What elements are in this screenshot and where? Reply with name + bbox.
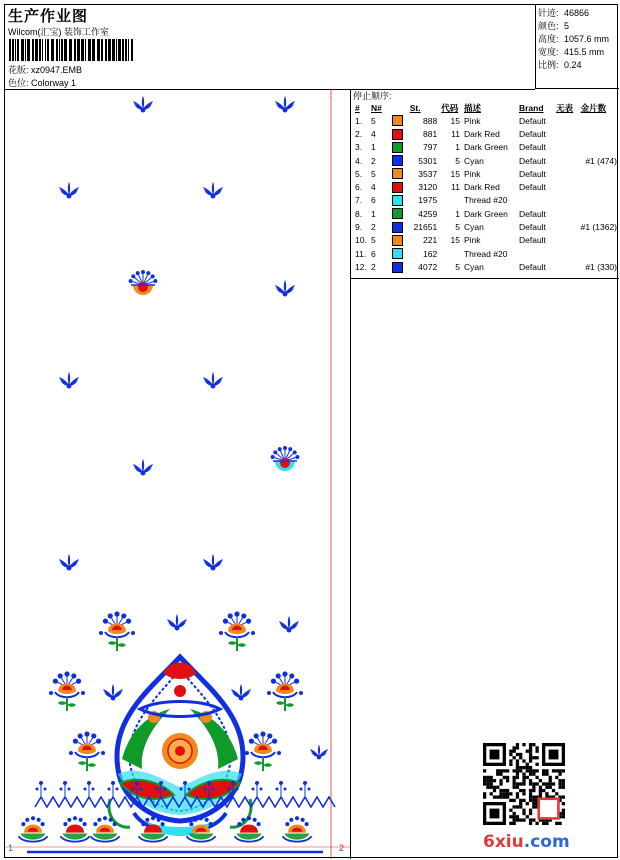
stem-flower-motif (49, 671, 85, 711)
row-needle: 4 (370, 182, 376, 193)
fan-flower-motif (271, 446, 300, 471)
row-swatch (390, 180, 408, 193)
row-stitches: 4259 (418, 208, 438, 219)
sprig-motif (59, 554, 79, 571)
row-code: 15 (450, 115, 460, 126)
row-notable (554, 180, 578, 193)
row-index: 5. (355, 168, 363, 179)
row-brand: Default (518, 222, 546, 233)
row-notable (554, 207, 578, 220)
border-flower-motif (235, 816, 264, 841)
border-flower-motif (61, 816, 90, 841)
color-swatch (392, 142, 403, 153)
row-index: 8. (355, 208, 363, 219)
row-description: Pink (463, 168, 481, 179)
sprig-motif (310, 745, 328, 760)
row-code: 15 (450, 235, 460, 246)
stop-sequence-table (353, 101, 619, 274)
row-description: Thread #20 (463, 248, 508, 259)
row-stitches: 888 (423, 115, 438, 126)
sprig-motif (203, 372, 223, 389)
col-header-stitches: St. (409, 102, 421, 113)
row-sequins: #1 (330) (585, 261, 617, 272)
border-flower-motif (283, 816, 312, 841)
marker-right: 2 (339, 843, 345, 853)
color-swatch (392, 208, 403, 219)
table-row-8 (353, 207, 619, 220)
stem-flower-motif (99, 611, 135, 651)
row-description: Dark Green (463, 142, 508, 153)
sprig-motif (231, 684, 251, 701)
row-index: 1. (355, 115, 363, 126)
table-row-1 (353, 114, 619, 127)
color-swatch (392, 222, 403, 233)
row-stitches: 221 (423, 235, 438, 246)
table-row-11 (353, 247, 619, 260)
row-brand: Default (518, 235, 546, 246)
table-row-10 (353, 234, 619, 247)
row-brand: Default (518, 182, 546, 193)
col-header-notable: 无表 (556, 102, 574, 113)
stat-height: 高度: 1057.6 mm (538, 34, 610, 44)
sprig-motif (133, 96, 153, 113)
qr-code (483, 743, 565, 825)
row-brand: Default (518, 261, 546, 272)
row-index: 10. (355, 235, 367, 246)
stop-sequence-title: 停止顺序: (353, 91, 392, 101)
row-index: 2. (355, 128, 363, 139)
row-swatch (390, 194, 408, 207)
col-header-swatch (390, 101, 408, 114)
row-brand: Default (518, 208, 546, 219)
color-swatch (392, 248, 403, 259)
row-needle: 1 (370, 142, 376, 153)
design-value: xz0947.EMB (31, 65, 83, 75)
row-sequins (579, 194, 619, 207)
row-index: 11. (355, 248, 367, 259)
row-swatch (390, 207, 408, 220)
stem-flower-motif (245, 731, 281, 771)
col-header-index: # (355, 102, 360, 113)
row-needle: 4 (370, 128, 376, 139)
row-swatch (390, 234, 408, 247)
table-row-12 (353, 260, 619, 273)
row-description: Cyan (463, 222, 484, 233)
row-stitches: 4072 (418, 261, 438, 272)
color-swatch (392, 182, 403, 193)
row-stitches: 162 (423, 248, 438, 259)
barcode (9, 39, 135, 61)
row-description: Pink (463, 235, 481, 246)
col-header-brand: Brand (518, 102, 544, 113)
row-stitches: 3120 (418, 182, 438, 193)
table-row-3 (353, 141, 619, 154)
stat-colors: 颜色: 5 (538, 21, 570, 31)
row-notable (554, 247, 578, 260)
col-header-sequins: 金片数 (580, 102, 607, 113)
row-needle: 5 (370, 168, 376, 179)
row-description: Cyan (463, 261, 484, 272)
row-needle: 5 (370, 115, 376, 126)
colorway (8, 76, 76, 89)
sprig-motif (275, 96, 295, 113)
row-swatch (390, 141, 408, 154)
row-brand: Default (518, 115, 546, 126)
table-row-2 (353, 127, 619, 140)
row-needle: 2 (370, 261, 376, 272)
row-needle: 6 (370, 195, 376, 206)
row-notable (554, 114, 578, 127)
marker-left: 1 (8, 843, 14, 853)
fan-flower-motif (129, 270, 158, 295)
row-brand: Default (518, 128, 546, 139)
design-label: 花版: (8, 65, 29, 75)
table-row-6 (353, 180, 619, 193)
guide-tick: : (329, 93, 331, 99)
sprig-motif (279, 616, 299, 633)
row-code: 1 (455, 208, 460, 219)
row-brand (517, 247, 554, 260)
row-swatch (390, 114, 408, 127)
row-description: Cyan (463, 155, 484, 166)
row-code: 5 (455, 222, 460, 233)
production-sheet (4, 4, 618, 858)
col-header-needle: N# (370, 102, 382, 113)
row-code (439, 247, 462, 260)
row-sequins (579, 127, 619, 140)
color-swatch (392, 129, 403, 140)
row-stitches: 3537 (418, 168, 438, 179)
color-swatch (392, 262, 403, 273)
table-row-5 (353, 167, 619, 180)
colorway-label: 色位: (8, 78, 29, 88)
row-stitches: 881 (423, 128, 438, 139)
stat-scale: 比例: 0.24 (538, 60, 582, 70)
row-sequins: #1 (1362) (580, 222, 617, 233)
row-index: 6. (355, 182, 363, 193)
stem-flower-motif (219, 611, 255, 651)
row-index: 12. (355, 261, 367, 272)
row-brand: Default (518, 155, 546, 166)
sprig-motif (203, 182, 223, 199)
row-sequins (579, 114, 619, 127)
page-title: 生产作业图 (8, 8, 89, 25)
table-row-9 (353, 220, 619, 233)
company-name: Wilcom(汇宝) 装饰工作室 (8, 27, 109, 37)
row-brand (517, 194, 554, 207)
color-swatch (392, 235, 403, 246)
row-description: Thread #20 (463, 195, 508, 206)
row-swatch (390, 167, 408, 180)
table-row-7 (353, 194, 619, 207)
sheet-header (5, 5, 535, 90)
row-code: 5 (455, 155, 460, 166)
embroidery-design (5, 89, 351, 859)
col-header-description: 描述 (463, 102, 481, 113)
embroidery-preview[interactable] (5, 89, 351, 859)
row-swatch (390, 220, 408, 233)
sprig-motif (133, 459, 153, 476)
row-code: 11 (451, 128, 460, 139)
row-sequins (579, 141, 619, 154)
row-sequins (579, 180, 619, 193)
row-notable (554, 234, 578, 247)
row-code (439, 194, 462, 207)
border-flower-motif (19, 816, 48, 841)
col-header-code: 代码 (441, 102, 459, 113)
watermark: 6xiu.com (483, 832, 570, 852)
sprig-motif (167, 614, 187, 631)
row-brand: Default (518, 168, 546, 179)
stem-flower-motif (69, 731, 105, 771)
row-sequins: #1 (474) (585, 155, 617, 166)
colorway-value: Colorway 1 (31, 78, 77, 88)
row-index: 4. (355, 155, 363, 166)
row-notable (554, 154, 578, 167)
row-sequins (579, 167, 619, 180)
sprig-motif (275, 280, 295, 297)
stat-width: 宽度: 415.5 mm (538, 47, 605, 57)
stat-stitches: 针迹: 46866 (538, 8, 590, 18)
row-needle: 5 (370, 235, 376, 246)
row-swatch (390, 247, 408, 260)
row-stitches: 21651 (413, 222, 438, 233)
sprig-motif (103, 684, 123, 701)
row-code: 15 (450, 168, 460, 179)
stem-flower-motif (267, 671, 303, 711)
row-stitches: 5301 (418, 155, 438, 166)
row-stitches: 797 (423, 142, 438, 153)
color-swatch (392, 195, 403, 206)
row-description: Pink (463, 115, 481, 126)
row-description: Dark Red (463, 128, 500, 139)
row-swatch (390, 127, 408, 140)
color-swatch (392, 168, 403, 179)
table-header-row (353, 101, 619, 114)
row-notable (554, 141, 578, 154)
row-needle: 1 (370, 208, 376, 219)
table-row-4 (353, 154, 619, 167)
row-notable (554, 260, 578, 273)
row-sequins (579, 207, 619, 220)
row-needle: 6 (370, 248, 376, 259)
row-stitches: 1975 (418, 195, 438, 206)
row-sequins (579, 234, 619, 247)
row-swatch (390, 154, 408, 167)
row-notable (554, 220, 578, 233)
row-notable (554, 127, 578, 140)
row-sequins (579, 247, 619, 260)
row-description: Dark Red (463, 182, 500, 193)
row-brand: Default (518, 142, 546, 153)
row-code: 5 (455, 261, 460, 272)
stop-sequence-panel (351, 89, 619, 279)
central-paisley-motif (109, 657, 251, 836)
row-code: 1 (455, 142, 460, 153)
row-swatch (390, 260, 408, 273)
color-swatch (392, 155, 403, 166)
stats-panel (535, 5, 619, 89)
row-notable (554, 194, 578, 207)
row-notable (554, 167, 578, 180)
sprig-motif (203, 554, 223, 571)
row-index: 7. (355, 195, 363, 206)
row-needle: 2 (370, 222, 376, 233)
row-index: 9. (355, 222, 363, 233)
sprig-motif (59, 372, 79, 389)
sprig-motif (59, 182, 79, 199)
row-needle: 2 (370, 155, 376, 166)
color-swatch (392, 115, 403, 126)
design-file (8, 63, 82, 76)
row-code: 11 (451, 182, 460, 193)
row-description: Dark Green (463, 208, 508, 219)
row-index: 3. (355, 142, 363, 153)
